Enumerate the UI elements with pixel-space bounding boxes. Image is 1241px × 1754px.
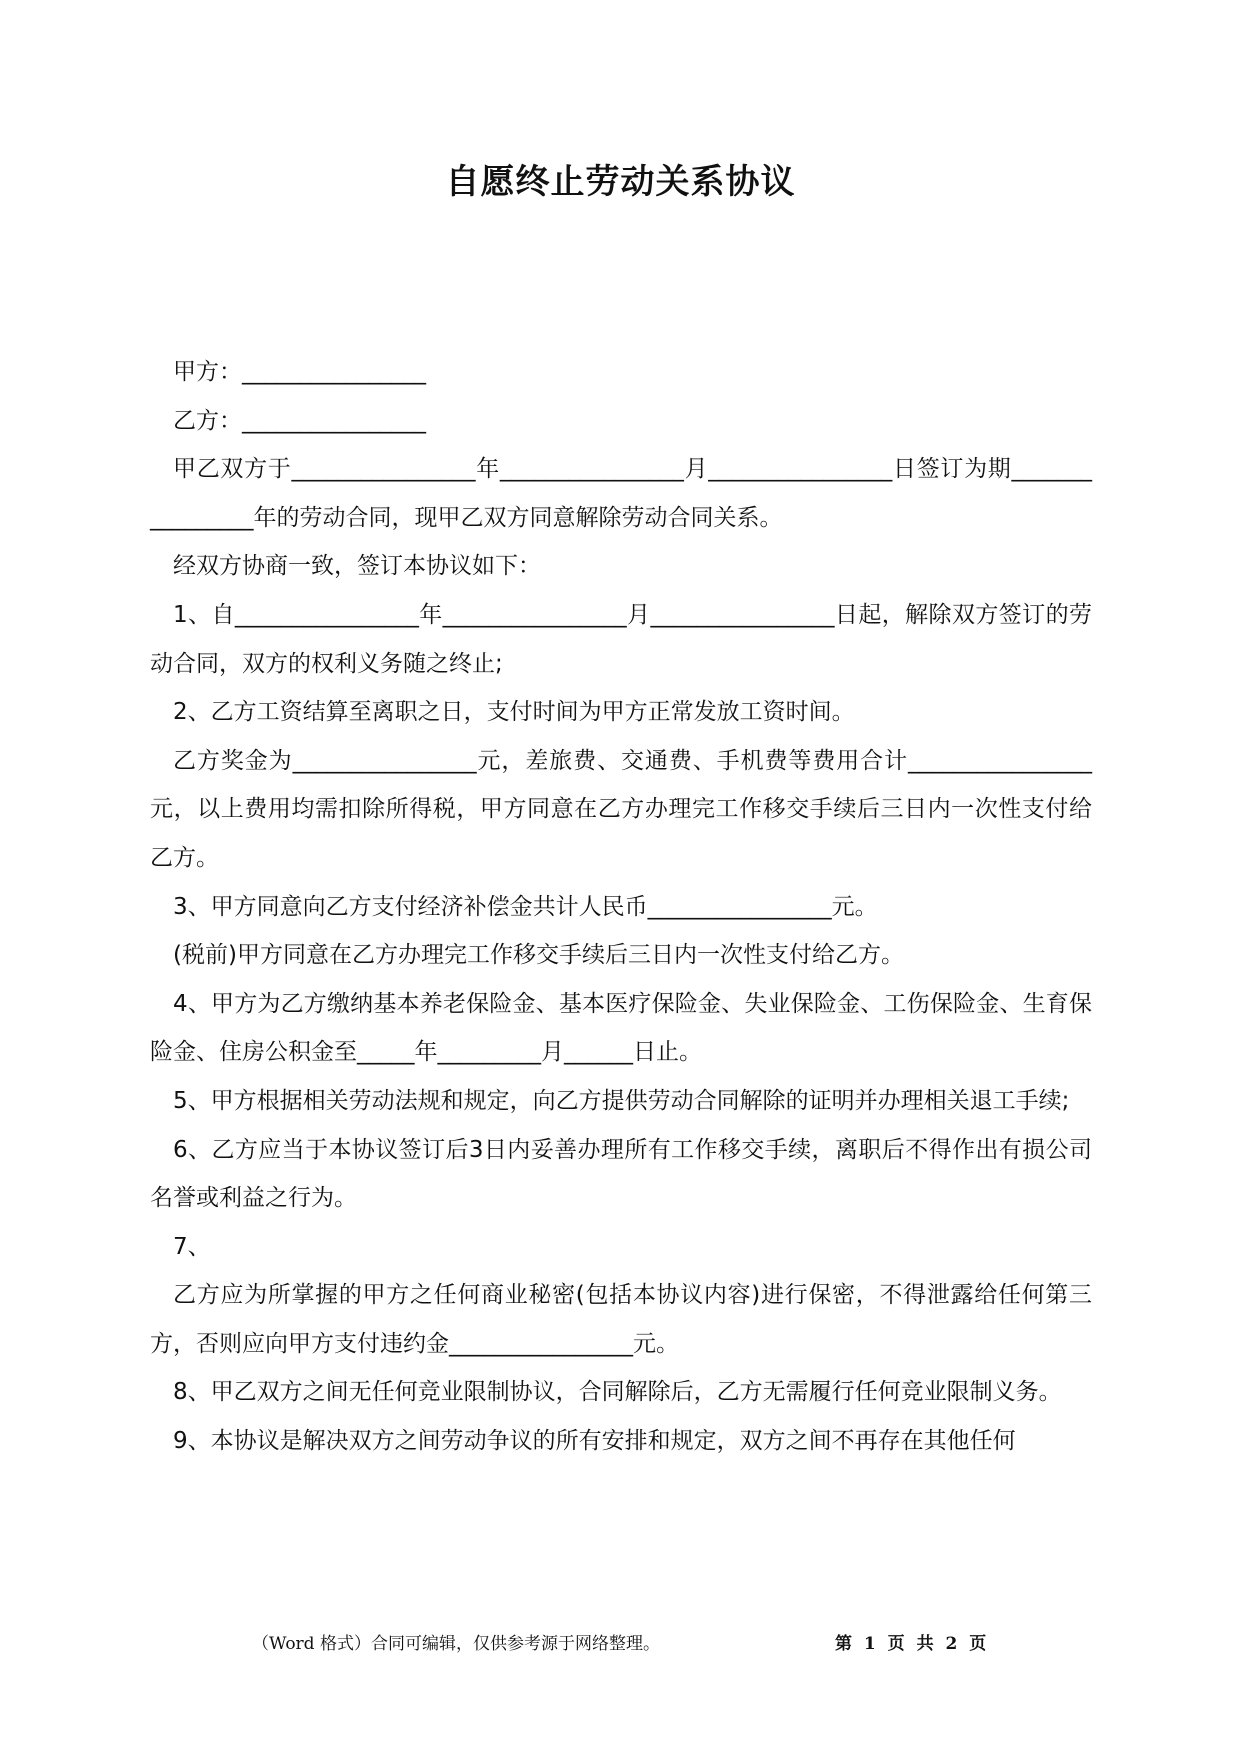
agreement-intro: 经双方协商一致，签订本协议如下： [173, 553, 541, 580]
document-body [150, 348, 1092, 1466]
clause-4: 4、甲方为乙方缴纳基本养老保险金、基本医疗保险金、失业保险金、工伤保险金、生育保险金、住房公积金至_____年_________月______日止。 [150, 990, 1092, 1066]
clause-3: 3、甲方同意向乙方支付经济补偿金共计人民币________________元。 [173, 893, 878, 920]
clause-7-number: 7、 [173, 1233, 211, 1260]
clause-1: 1、自________________年________________月________________日起，解除双方签订的劳动合同，双方的权利义务随之终止; [150, 601, 1092, 677]
clause-2-bonus: 乙方奖金为________________元，差旅费、交通费、手机费等费用合计________________元，以上费用均需扣除所得税，甲方同意在乙方办理完工作移交手续后三日内一次性支付给乙方。 [150, 747, 1092, 871]
clause-5: 5、甲方根据相关劳动法规和规定，向乙方提供劳动合同解除的证明并办理相关退工手续; [173, 1087, 1070, 1114]
page-number-indicator: 第 1 页 共 2 页 [835, 1634, 990, 1654]
clause-7-text: 乙方应为所掌握的甲方之任何商业秘密(包括本协议内容)进行保密，不得泄露给任何第三方，否则应向甲方支付违约金________________元。 [150, 1282, 1092, 1357]
party-b-line: 乙方：________________ [173, 407, 426, 434]
party-a-line: 甲方：________________ [173, 359, 426, 385]
footer-note: （Word 格式）合同可编辑，仅供参考源于网络整理。 [252, 1634, 660, 1654]
contract-preamble: 甲乙双方于________________年________________月________________日签订为期________________年的劳动合同，现甲乙双方同意解除劳动合同关系。 [150, 456, 1092, 531]
clause-2: 2、乙方工资结算至离职之日，支付时间为甲方正常发放工资时间。 [173, 699, 855, 726]
clause-6: 6、乙方应当于本协议签订后3日内妥善办理所有工作移交手续，离职后不得作出有损公司名誉或利益之行为。 [150, 1136, 1092, 1212]
clause-9: 9、本协议是解决双方之间劳动争议的所有安排和规定，双方之间不再存在其他任何 [173, 1428, 1016, 1455]
document-title: 自愿终止劳动关系协议 [445, 162, 796, 202]
clause-3-tax-note: (税前)甲方同意在乙方办理完工作移交手续后三日内一次性支付给乙方。 [173, 942, 904, 969]
clause-8: 8、甲乙双方之间无任何竞业限制协议，合同解除后，乙方无需履行任何竞业限制义务。 [173, 1379, 1062, 1406]
